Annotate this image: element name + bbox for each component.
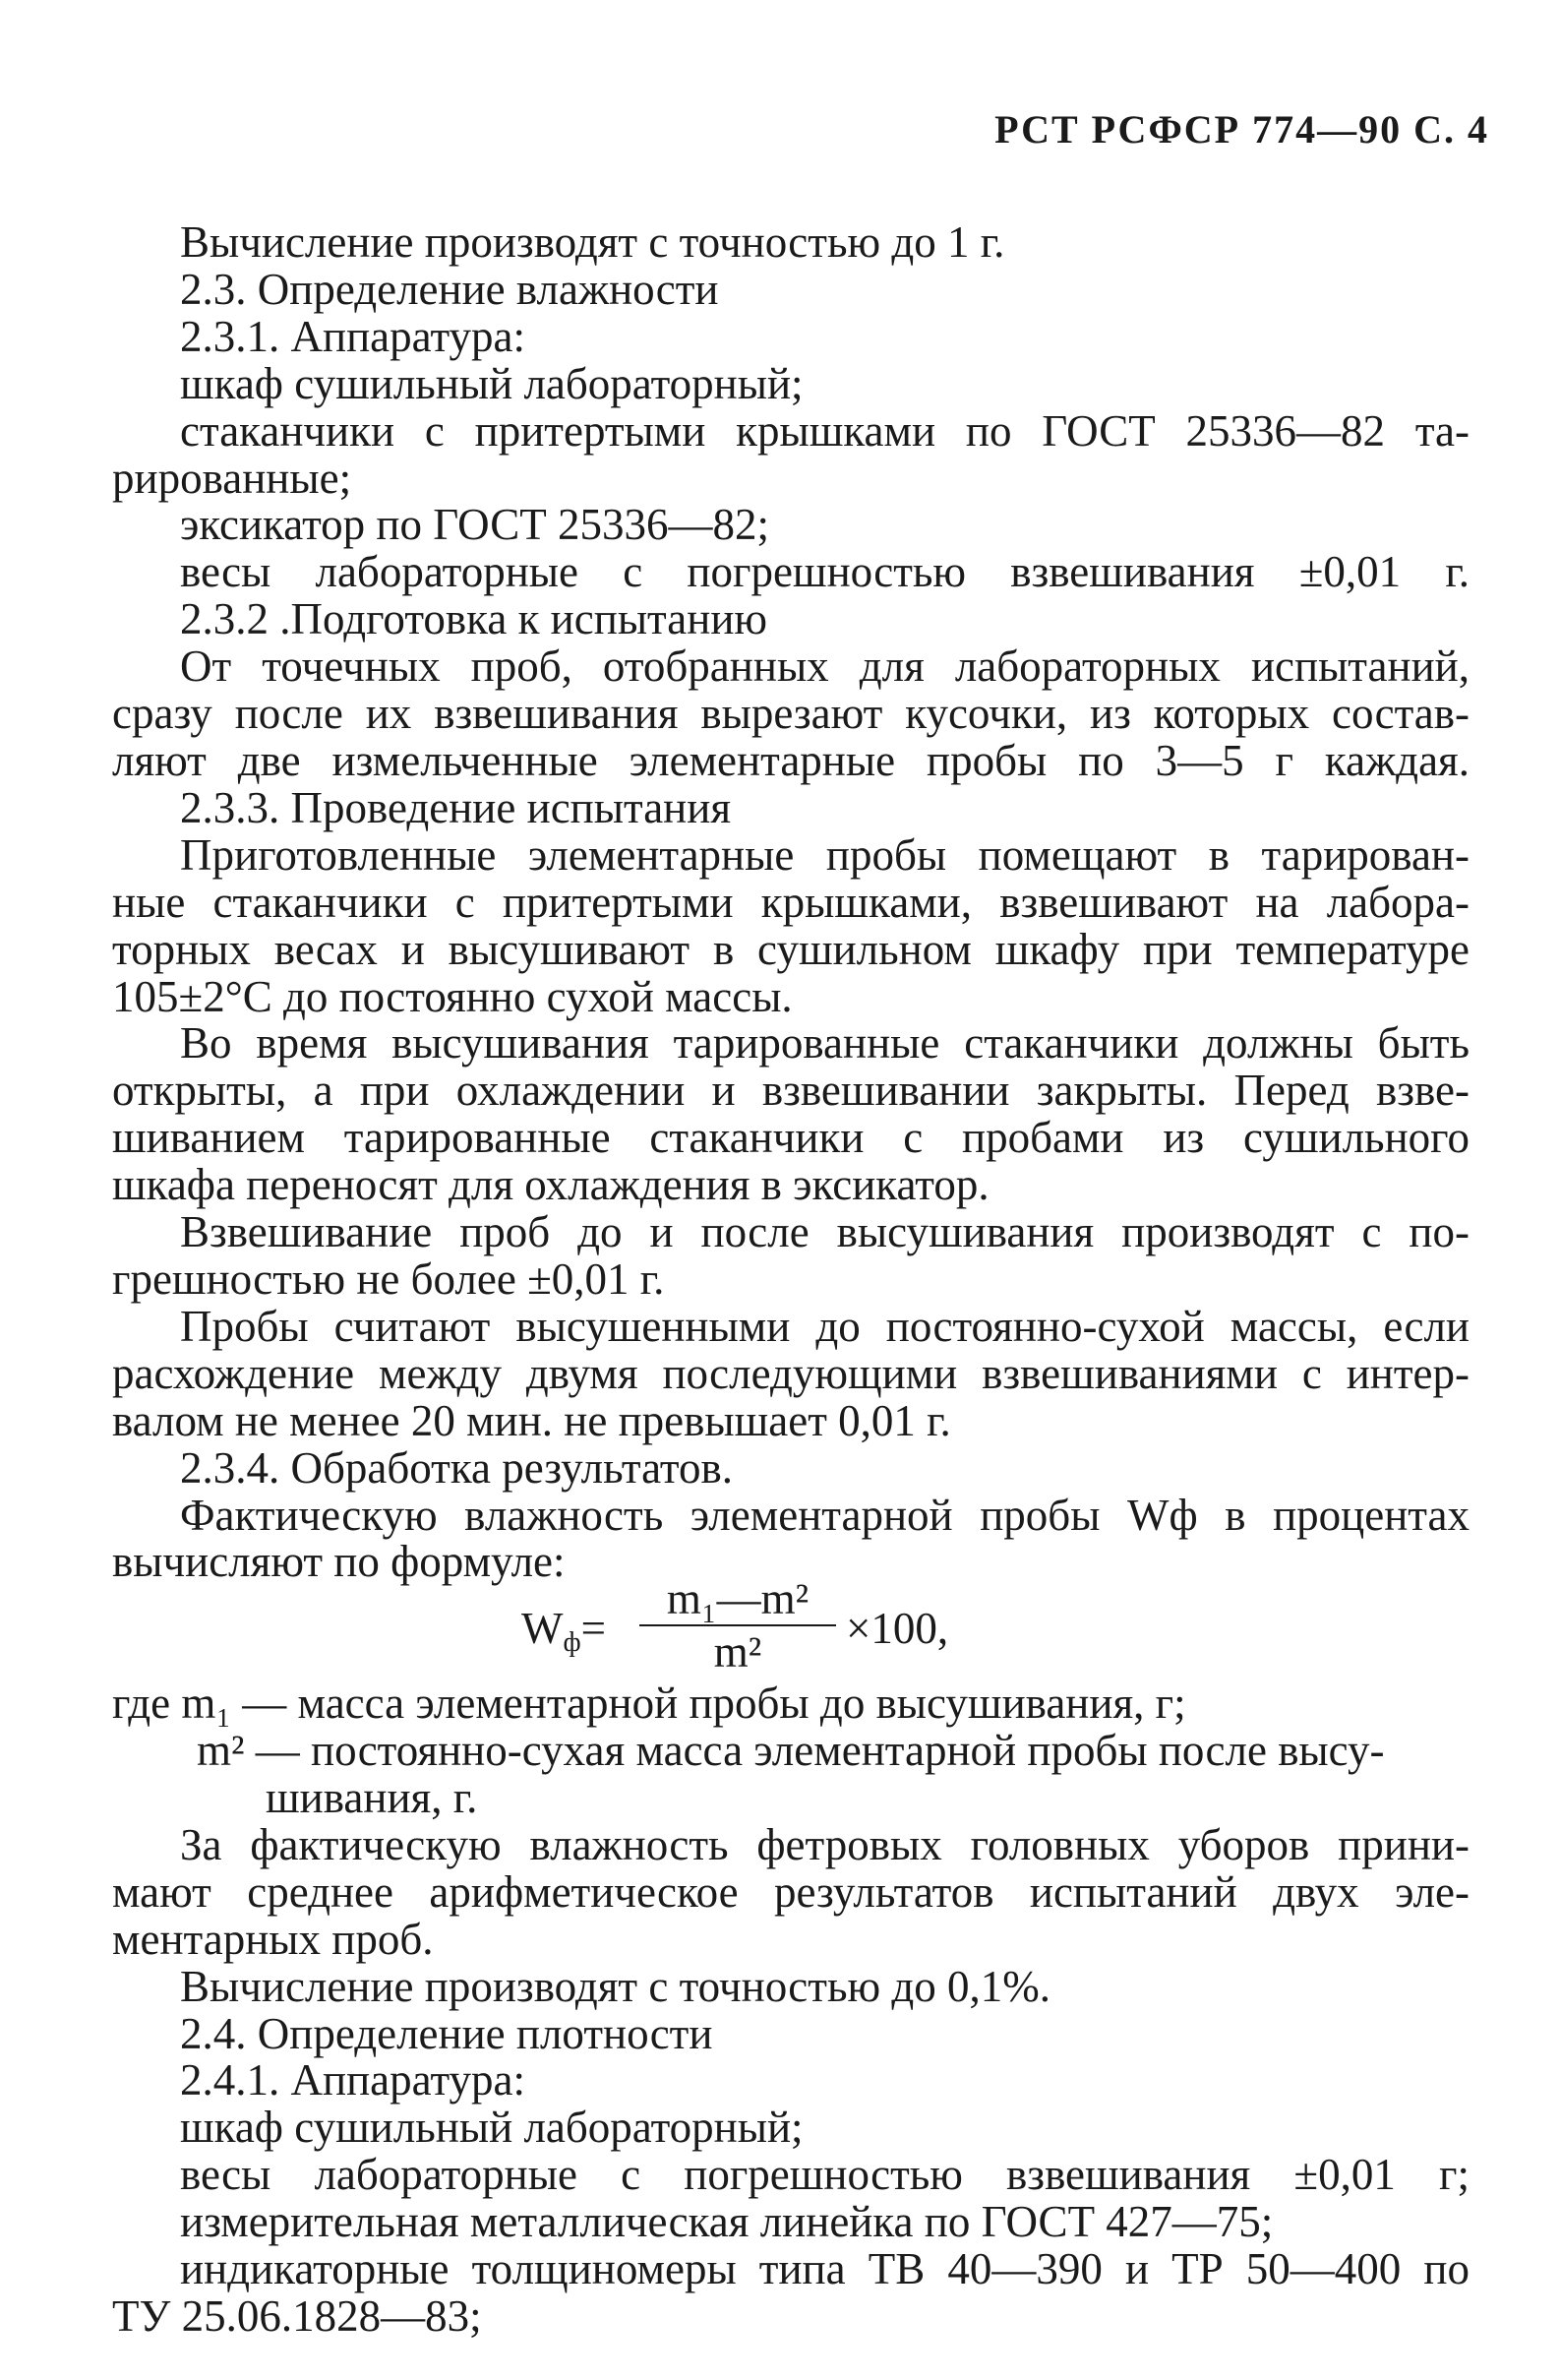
formula-lhs: $W_ф=$ <box>521 1604 607 1658</box>
section-heading: 2.4. Определение плотности <box>180 2009 713 2058</box>
text-line: расхождение между двумя последующими взвешиваниями с интер- <box>112 1349 1470 1398</box>
text-line: торных весах и высушивают в сушильном шкафу при температуре <box>112 925 1470 974</box>
text-line: шкаф сушильный лабораторный; <box>180 359 804 408</box>
text-line: шиванием тарированные стаканчики с пробами из сушильного <box>112 1113 1470 1162</box>
text-line: ментарных проб. <box>112 1915 434 1964</box>
text-line: Вычисление производят с точностью до 0,1%. <box>180 1962 1050 2011</box>
formula-numerator: m₁—m² <box>666 1574 810 1623</box>
text-line: Пробы считают высушенными до постоянно-сухой массы, если <box>180 1302 1470 1351</box>
section-heading: 2.3. Определение влажности <box>180 265 719 314</box>
text-line: измерительная металлическая линейка по ГОСТ 427—75; <box>180 2197 1274 2246</box>
formula-fraction <box>639 1574 836 1677</box>
subsection-heading: 2.3.1. Аппаратура: <box>180 312 525 361</box>
text-line: 105±2°С до постоянно сухой массы. <box>112 972 793 1021</box>
text-line: Вычисление производят с точностью до 1 г. <box>180 217 1005 267</box>
page-header: РСТ РСФСР 774—90 С. 4 <box>994 107 1489 152</box>
text-line: Взвешивание проб до и после высушивания производят с по- <box>180 1207 1470 1256</box>
legend-line: m² — постоянно-сухая масса элементарной пробы после высу- <box>197 1726 1385 1775</box>
text-line: сразу после их взвешивания вырезают кусочки, из которых состав- <box>112 689 1470 738</box>
moisture-formula <box>521 1574 1033 1685</box>
text-line: грешностью не более ±0,01 г. <box>112 1254 665 1304</box>
text-line: Во время высушивания тарированные стаканчики должны быть <box>180 1018 1470 1068</box>
text-line: открыты, а при охлаждении и взвешивании закрыты. Перед взве- <box>112 1066 1470 1115</box>
legend-line: где m₁ — масса элементарной пробы до высушивания, г; <box>112 1678 1186 1728</box>
formula-denominator: m² <box>713 1627 762 1677</box>
text-line: ляют две измельченные элементарные пробы по 3—5 г каждая. <box>112 736 1470 785</box>
subsection-heading: 2.3.2 .Подготовка к испытанию <box>180 594 768 643</box>
text-line: мают среднее арифметическое результатов испытаний двух эле- <box>112 1867 1470 1917</box>
text-line: Приготовленные элементарные пробы помещают в тарирован- <box>180 830 1470 880</box>
text-line: эксикатор по ГОСТ 25336—82; <box>180 500 769 549</box>
text-line: весы лабораторные с погрешностью взвешивания ±0,01 г. <box>180 547 1470 596</box>
text-line: рированные; <box>112 454 352 503</box>
text-line: весы лабораторные с погрешностью взвешивания ±0,01 г; <box>180 2150 1470 2199</box>
formula-rhs: ×100, <box>846 1604 949 1653</box>
text-line: шкафа переносят для охлаждения в эксикатор. <box>112 1160 990 1209</box>
subsection-heading: 2.4.1. Аппаратура: <box>180 2055 525 2105</box>
text-line: индикаторные толщиномеры типа ТВ 40—390 и ТР 50—400 по <box>180 2244 1470 2293</box>
text-line: ТУ 25.06.1828—83; <box>112 2291 482 2341</box>
text-line: За фактическую влажность фетровых головных уборов прини- <box>180 1820 1470 1869</box>
legend-line: шивания, г. <box>266 1773 478 1822</box>
fraction-bar <box>639 1624 836 1626</box>
text-line: валом не менее 20 мин. не превышает 0,01 г. <box>112 1396 951 1445</box>
subsection-heading: 2.3.3. Проведение испытания <box>180 783 732 832</box>
text-line: ные стаканчики с притертыми крышками, взвешивают на лабора- <box>112 878 1470 927</box>
text-line: шкаф сушильный лабораторный; <box>180 2103 804 2152</box>
text-line: Фактическую влажность элементарной пробы Wф в процентах <box>180 1491 1470 1540</box>
text-line: От точечных проб, отобранных для лабораторных испытаний, <box>180 641 1470 691</box>
text-line: стаканчики с притертыми крышками по ГОСТ 25336—82 та- <box>180 406 1470 456</box>
text-line: вычисляют по формуле: <box>112 1537 566 1586</box>
subsection-heading: 2.3.4. Обработка результатов. <box>180 1443 733 1493</box>
